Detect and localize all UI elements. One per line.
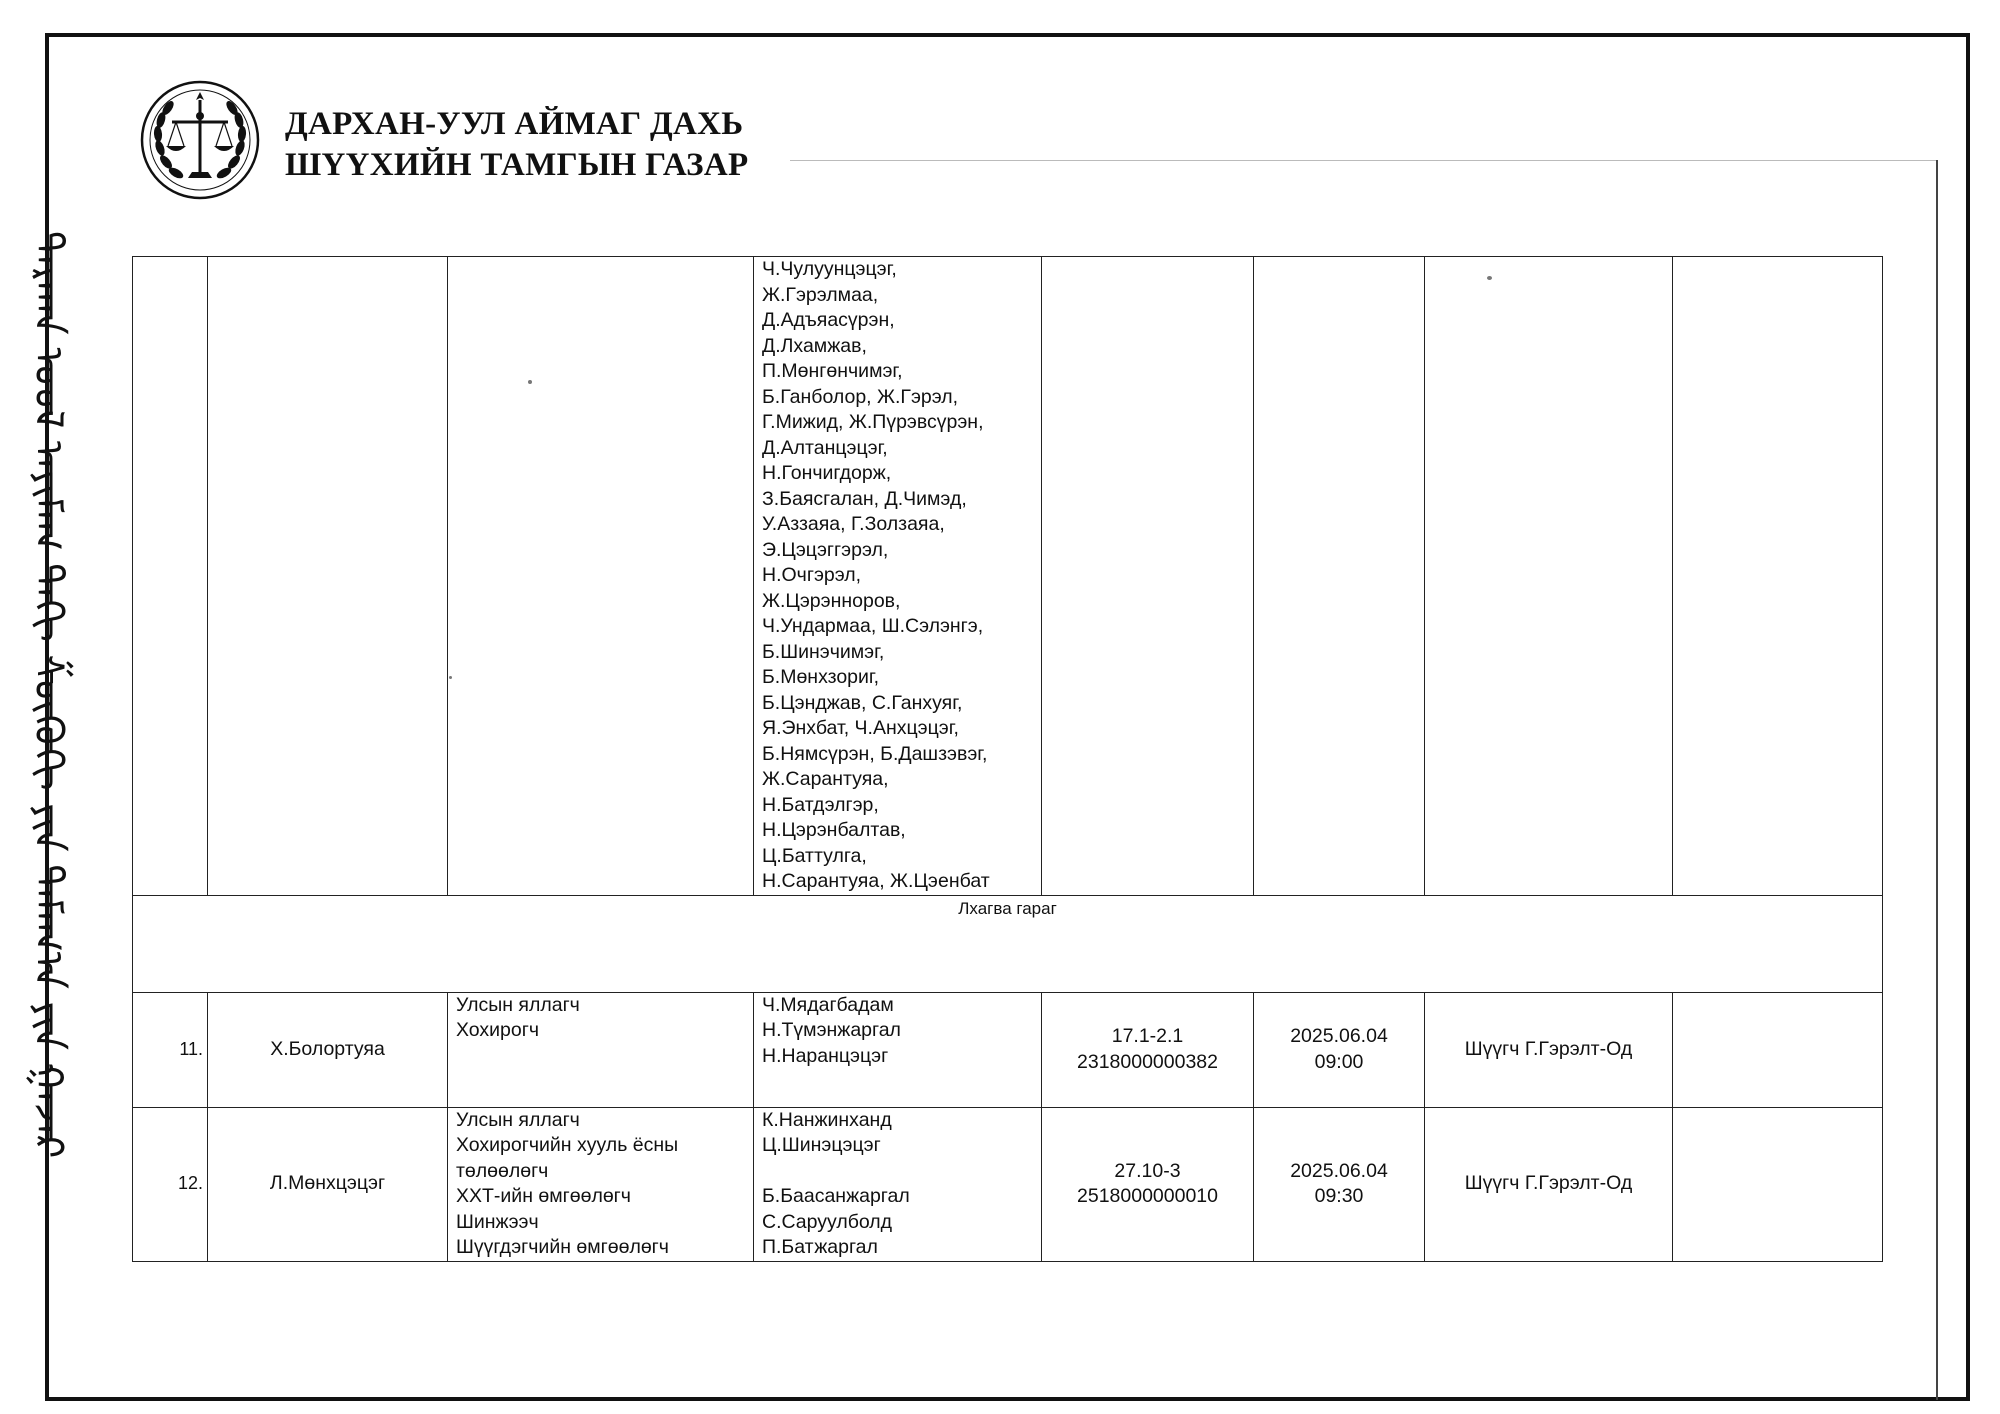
hearing-datetime — [1254, 992, 1425, 1107]
table-row — [133, 992, 1883, 1107]
participant-name: Ч.Мядагбадам — [762, 993, 894, 1016]
participant-name: Б.Ганболор, Ж.Гэрэл, — [762, 385, 959, 408]
participant-name: Ж.Цэрэнноров, — [762, 589, 901, 612]
participant-name: З.Баясгалан, Д.Чимэд, — [762, 487, 967, 510]
participant-name: Б.Шинэчимэг, — [762, 640, 885, 663]
participant-name: Б.Нямсүрэн, Б.Дашзэвэг, — [762, 742, 988, 765]
participant-name: Ч.Чулуунцэцэг, — [762, 258, 897, 280]
role-label: Хохирогчийн хууль ёсны — [456, 1134, 679, 1156]
participant-roles — [448, 1107, 754, 1261]
court-emblem-icon — [138, 78, 262, 202]
org-title-line2: ШҮҮХИЙН ТАМГЫН ГАЗАР — [285, 147, 749, 183]
day-header-row — [133, 895, 1883, 992]
participant-name: Ч.Ундармаа, Ш.Сэлэнгэ, — [762, 615, 984, 637]
hearing-date: 2025.06.04 — [1290, 1025, 1388, 1047]
article-code: 17.1-2.1 — [1111, 1025, 1184, 1047]
participant-name: Б.Цэнджав, С.Ганхуяг, — [762, 691, 963, 714]
participant-name: Э.Цэцэггэрэл, — [762, 538, 889, 561]
case-reference — [1042, 992, 1254, 1107]
day-label: Лхагва гараг — [133, 895, 1883, 992]
case-number: 2318000000382 — [1077, 1050, 1218, 1073]
participant-name: Д.Алтанцэцэг, — [762, 436, 888, 459]
frame-right — [1966, 33, 1970, 1401]
role-label: Шүүгдэгчийн өмгөөлөгч — [456, 1236, 669, 1258]
participant-name: Ж.Гэрэлмаа, — [762, 283, 879, 306]
cell-empty — [1673, 257, 1883, 896]
cell-empty — [1042, 257, 1254, 896]
participant-name: П.Мөнгөнчимэг, — [762, 360, 903, 382]
cell-empty — [1673, 992, 1883, 1107]
participant-name: Ц.Баттулга, — [762, 844, 867, 867]
participant-roles — [448, 992, 754, 1107]
role-label: Улсын яллагч — [456, 1108, 580, 1131]
role-label: төлөөлөгч — [456, 1159, 549, 1182]
participant-name: Г.Мижид, Ж.Пүрэвсүрэн, — [762, 411, 984, 433]
frame-top — [45, 33, 1970, 37]
table-row-continued — [133, 257, 1883, 896]
table-row — [133, 1107, 1883, 1261]
hearing-time: 09:00 — [1314, 1050, 1364, 1073]
cell-empty — [1254, 257, 1425, 896]
participant-name: Н.Очгэрэл, — [762, 564, 862, 586]
judge-name: Шүүгч Г.Гэрэлт-Од — [1425, 1107, 1673, 1261]
cell-empty — [1673, 1107, 1883, 1261]
role-label: Хохирогч — [456, 1019, 540, 1041]
role-label: Шинжээч — [456, 1210, 539, 1233]
defendant-name: Л.Мөнхцэцэг — [208, 1107, 448, 1261]
cell-empty — [133, 257, 208, 896]
hearing-date: 2025.06.04 — [1290, 1159, 1388, 1182]
participant-name: Н.Батдэлгэр, — [762, 793, 879, 816]
participant-name: К.Нанжинханд — [762, 1108, 892, 1131]
participant-name: Ц.Шинэцэцэг — [762, 1134, 881, 1156]
row-number: 11. — [133, 992, 208, 1107]
frame-inner-right — [1936, 160, 1938, 1400]
hearing-schedule-table — [132, 256, 1883, 1262]
participant-name-blank — [762, 1159, 1033, 1185]
participant-name: Д.Адъяасүрэн, — [762, 309, 895, 331]
cell-empty — [1425, 257, 1673, 896]
participant-name: Я.Энхбат, Ч.Анхцэцэг, — [762, 717, 959, 739]
hearing-datetime — [1254, 1107, 1425, 1261]
participant-names-list — [754, 257, 1042, 896]
participant-name: П.Батжаргал — [762, 1236, 878, 1258]
frame-inner-top — [790, 160, 1938, 161]
participant-name: Н.Наранцэцэг — [762, 1044, 889, 1067]
participant-name: Н.Түмэнжаргал — [762, 1019, 901, 1041]
participant-name: Ж.Сарантуяа, — [762, 768, 889, 790]
defendant-name: Х.Болортуяа — [208, 992, 448, 1107]
article-code: 27.10-3 — [1114, 1159, 1181, 1182]
hearing-time: 09:30 — [1314, 1185, 1364, 1207]
role-label: ХХТ-ийн өмгөөлөгч — [456, 1185, 631, 1207]
participant-name: С.Саруулболд — [762, 1210, 893, 1233]
participant-name: Д.Лхамжав, — [762, 334, 867, 357]
frame-bottom — [45, 1397, 1970, 1401]
cell-empty — [208, 257, 448, 896]
participant-name: У.Аззаяа, Г.Золзаяа, — [762, 513, 945, 535]
case-number: 2518000000010 — [1077, 1185, 1218, 1207]
vertical-mongolian-script: ᠳᠠᠷᠬᠠᠨ ᠤᠤᠯ ᠠᠶᠢᠮᠠᠭ ᠳᠠᠬᠢ ᠱᠦᠭᠦᠬᠢ ᠶᠢᠨ ᠲᠠᠮᠠᠭ᠎ᠠ ᠶᠢᠨ ᠭᠠᠵᠠᠷ — [25, 231, 71, 1159]
participant-name: Н.Гончигдорж, — [762, 462, 892, 484]
cell-empty — [448, 257, 754, 896]
participant-names — [754, 992, 1042, 1107]
role-label: Улсын яллагч — [456, 993, 580, 1016]
participant-name: Н.Сарантуяа, Ж.Цэенбат — [762, 870, 990, 892]
org-title-line1: ДАРХАН-УУЛ АЙМАГ ДАХЬ — [285, 106, 744, 142]
participant-name: Н.Цэрэнбалтав, — [762, 819, 906, 841]
participant-names — [754, 1107, 1042, 1261]
row-number: 12. — [133, 1107, 208, 1261]
participant-name: Б.Мөнхзориг, — [762, 666, 880, 688]
judge-name: Шүүгч Г.Гэрэлт-Од — [1425, 992, 1673, 1107]
org-title — [285, 104, 748, 186]
participant-name: Б.Баасанжаргал — [762, 1185, 910, 1207]
case-reference — [1042, 1107, 1254, 1261]
